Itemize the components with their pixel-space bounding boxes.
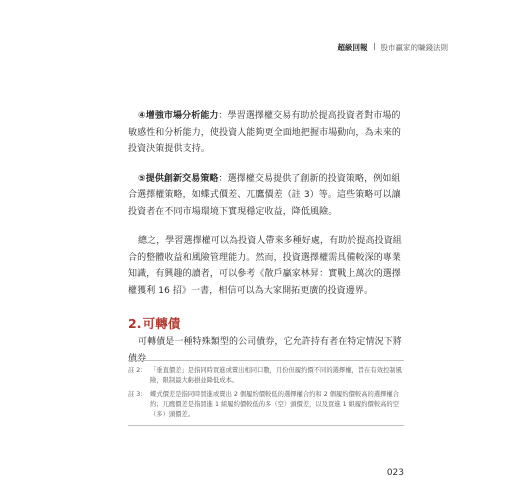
paragraph-text: 可轉債是一種特殊類型的公司債券，它允許持有者在特定情況下將債券 <box>128 337 402 364</box>
page-number: 023 <box>386 468 404 478</box>
footnote-2 <box>128 366 404 386</box>
footnote-tag: 註 3： <box>128 391 147 398</box>
paragraph-market-analysis <box>128 108 404 158</box>
footnote-divider-bottom <box>128 425 404 426</box>
section-heading <box>128 315 404 332</box>
header-divider <box>374 43 375 50</box>
section-title: 可轉債 <box>142 316 181 331</box>
paragraph-text: ：選擇權交易提供了創新的投資策略，例如組合選擇權策略，如蝶式價差、兀鷹價差（註 3）等。這些策略可以讓投資者在不同市場環境下實現穩定收益，降低風險。 <box>128 173 401 217</box>
paragraph-text: 總之，學習選擇權可以為投資人帶來多種好處，有助於提高投資組合的整體收益和風險管理能力。然而，投資選擇權需具備較深的專業知識，有興趣的讀者，可以參考《散戶贏家林昇：實戰上萬次的選擇權獲利 16 招》一書，相信可以為大家開拓更廣的投資邊界。 <box>128 236 402 296</box>
footnote-tag: 註 2： <box>128 367 147 374</box>
paragraph-lead: ⑤提供創新交易策略 <box>138 173 219 184</box>
footnote-text: 蝶式價差是指同時買進或賣出 2 個履約價較低的選擇權合約和 2 個履約價較高的選擇權合約；兀鷹價差是指買進 1 組履約價較低的多（空）頭價差，以及買進 1 組履約價較高的空（多）頭價差。 <box>150 391 400 418</box>
footnotes <box>128 366 404 424</box>
running-header <box>338 42 449 53</box>
body-text <box>128 108 404 380</box>
paragraph-convertible-intro <box>128 334 404 367</box>
footnote-divider-top <box>128 360 404 361</box>
paragraph-lead: ④增強市場分析能力 <box>138 111 219 121</box>
book-title: 超級回報 <box>337 43 368 52</box>
footnote-text: 「垂直價差」是指同時買進或賣出相同口數，月份但履約價不同的選擇權，旨在有效控制風險，限制最大虧損並降低成本。 <box>150 367 402 384</box>
footnote-3 <box>128 390 404 420</box>
paragraph-text: ：學習選擇權交易有助於提高投資者對市場的敏感性和分析能力，使投資人能夠更全面地把握市場動向，為未來的投資決策提供支持。 <box>128 111 402 154</box>
paragraph-summary <box>128 233 404 299</box>
section-number: 2. <box>128 316 142 331</box>
chapter-title: 股市贏家的賺錢法則 <box>380 43 448 52</box>
paragraph-innovative-strategies <box>128 171 404 221</box>
